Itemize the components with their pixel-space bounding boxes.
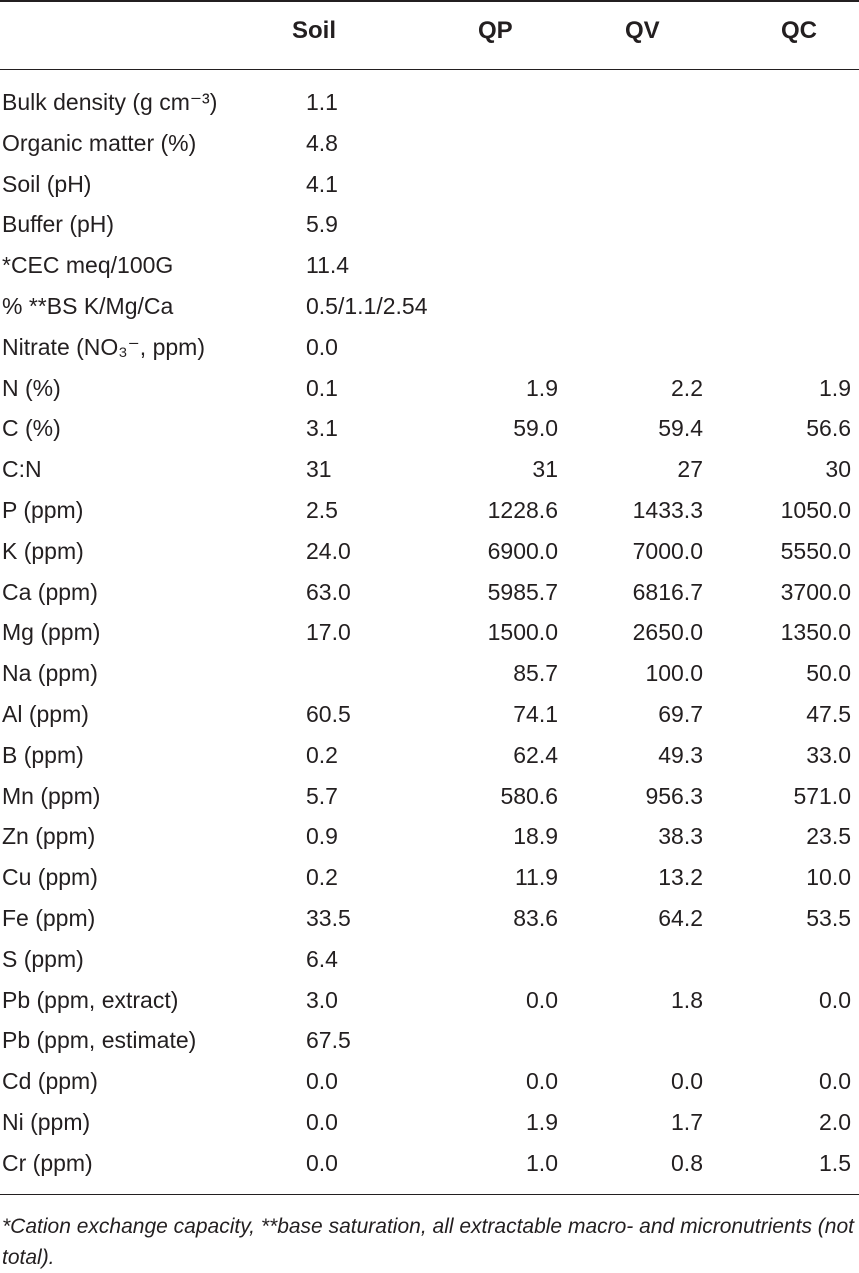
- cell-soil: 11.4: [306, 252, 350, 279]
- row-label: N (%): [2, 374, 61, 401]
- table-row: [0, 575, 859, 616]
- row-label: Zn (ppm): [2, 823, 96, 850]
- cell-qv: 38.3: [658, 823, 703, 850]
- cell-soil: 0.2: [306, 741, 338, 768]
- row-label: Pb (ppm, estimate): [2, 1027, 197, 1054]
- cell-soil: 4.1: [306, 170, 338, 197]
- row-label: Na (ppm): [2, 660, 98, 687]
- row-label: *CEC meq/100G: [2, 252, 174, 279]
- cell-qv: 0.0: [671, 1068, 703, 1095]
- cell-qc: 2.0: [819, 1108, 851, 1135]
- cell-soil: 31: [306, 456, 332, 483]
- cell-soil: 0.2: [306, 864, 338, 891]
- cell-soil: 6.4: [306, 945, 338, 972]
- row-label: Nitrate (NO₃⁻, ppm): [2, 333, 205, 360]
- cell-soil: 0.0: [306, 1068, 338, 1095]
- cell-qc: 56.6: [806, 415, 851, 442]
- table-row: [0, 1105, 859, 1146]
- cell-qv: 59.4: [658, 415, 703, 442]
- cell-qc: 0.0: [819, 986, 851, 1013]
- cell-qc: 33.0: [806, 741, 851, 768]
- cell-qp: 31: [532, 456, 558, 483]
- cell-qp: 11.9: [514, 864, 558, 891]
- cell-soil: 0.0: [306, 333, 338, 360]
- table-row: [0, 860, 859, 901]
- cell-qv: 1.8: [671, 986, 703, 1013]
- row-label: Buffer (pH): [2, 211, 115, 238]
- row-label: Cu (ppm): [2, 864, 98, 891]
- cell-qv: 0.8: [671, 1149, 703, 1176]
- cell-soil: 0.0: [306, 1108, 338, 1135]
- row-label: % **BS K/Mg/Ca: [2, 292, 174, 319]
- cell-qv: 100.0: [645, 660, 703, 687]
- table-row: [0, 1064, 859, 1105]
- cell-soil: 3.0: [306, 986, 338, 1013]
- table-row: [0, 330, 859, 371]
- cell-soil: 0.9: [306, 823, 338, 850]
- column-header-qp: QP: [478, 17, 513, 44]
- cell-qp: 0.0: [526, 986, 558, 1013]
- row-label: Ni (ppm): [2, 1108, 91, 1135]
- cell-qv: 1433.3: [632, 496, 703, 523]
- cell-qc: 53.5: [806, 904, 851, 931]
- row-label: Ca (ppm): [2, 578, 98, 605]
- cell-qc: 0.0: [819, 1068, 851, 1095]
- row-label: P (ppm): [2, 496, 84, 523]
- row-label: C:N: [2, 456, 42, 483]
- cell-qp: 59.0: [513, 415, 558, 442]
- cell-soil: 60.5: [306, 700, 351, 727]
- row-label: Mn (ppm): [2, 782, 101, 809]
- cell-qc: 10.0: [806, 864, 851, 891]
- cell-qp: 85.7: [513, 660, 558, 687]
- column-header-qv: QV: [625, 17, 660, 44]
- cell-qc: 571.0: [793, 782, 851, 809]
- table-row: [0, 411, 859, 452]
- cell-qp: 74.1: [513, 700, 558, 727]
- table-row: [0, 493, 859, 534]
- table-row: [0, 983, 859, 1024]
- cell-qc: 50.0: [806, 660, 851, 687]
- row-label: Fe (ppm): [2, 904, 96, 931]
- cell-qp: 18.9: [513, 823, 558, 850]
- row-label: Soil (pH): [2, 170, 92, 197]
- cell-qp: 5985.7: [487, 578, 558, 605]
- cell-qp: 1.9: [526, 1108, 558, 1135]
- table-bottom-rule: [0, 1194, 859, 1195]
- table-top-rule: [0, 0, 859, 2]
- cell-soil: 5.9: [306, 211, 338, 238]
- cell-qc: 3700.0: [780, 578, 851, 605]
- cell-qp: 62.4: [513, 741, 558, 768]
- table-row: [0, 289, 859, 330]
- row-label: S (ppm): [2, 945, 84, 972]
- cell-soil: 0.0: [306, 1149, 338, 1176]
- table-row: [0, 248, 859, 289]
- table-row: [0, 126, 859, 167]
- cell-qp: 83.6: [513, 904, 558, 931]
- table-row: [0, 697, 859, 738]
- table-row: [0, 452, 859, 493]
- column-header-qc: QC: [781, 17, 817, 44]
- cell-qp: 1.9: [526, 374, 558, 401]
- cell-qv: 64.2: [658, 904, 703, 931]
- cell-qv: 956.3: [645, 782, 703, 809]
- cell-soil: 33.5: [306, 904, 351, 931]
- cell-soil: 1.1: [306, 89, 338, 115]
- cell-qv: 2.2: [671, 374, 703, 401]
- cell-qv: 6816.7: [632, 578, 703, 605]
- cell-qp: 1500.0: [487, 619, 558, 646]
- column-header-soil: Soil: [292, 17, 337, 44]
- table-body: [0, 85, 859, 1187]
- cell-qv: 1.7: [671, 1108, 703, 1135]
- cell-qc: 5550.0: [780, 537, 851, 564]
- cell-qv: 69.7: [658, 700, 703, 727]
- cell-soil: 2.5: [306, 496, 338, 523]
- row-label: B (ppm): [2, 741, 84, 768]
- cell-qv: 7000.0: [632, 537, 703, 564]
- table-row: [0, 942, 859, 983]
- table-row: [0, 85, 859, 126]
- cell-qp: 0.0: [526, 1068, 558, 1095]
- row-label: Mg (ppm): [2, 619, 101, 646]
- cell-soil: 3.1: [306, 415, 338, 442]
- cell-qc: 1.5: [819, 1149, 851, 1176]
- table-row: [0, 1023, 859, 1064]
- cell-soil: 17.0: [306, 619, 351, 646]
- table-row: [0, 167, 859, 208]
- cell-qc: 1050.0: [780, 496, 851, 523]
- cell-soil: 4.8: [306, 129, 338, 156]
- cell-qc: 30: [825, 456, 851, 483]
- table-row: [0, 738, 859, 779]
- cell-qp: 1.0: [526, 1149, 558, 1176]
- cell-qp: 580.6: [500, 782, 558, 809]
- table-footnote: *Cation exchange capacity, **base saturation, all extractable macro- and micronutrients (not total).: [2, 1215, 854, 1269]
- table-row: [0, 615, 859, 656]
- row-label: K (ppm): [2, 537, 84, 564]
- table-row: [0, 901, 859, 942]
- table-row: [0, 656, 859, 697]
- row-label: Cd (ppm): [2, 1068, 98, 1095]
- table-row: [0, 779, 859, 820]
- cell-qc: 47.5: [806, 700, 851, 727]
- row-label: Pb (ppm, extract): [2, 986, 179, 1013]
- cell-qv: 2650.0: [632, 619, 703, 646]
- cell-soil: 67.5: [306, 1027, 351, 1054]
- header-rule: [0, 69, 859, 70]
- cell-qc: 23.5: [806, 823, 851, 850]
- table-row: [0, 207, 859, 248]
- row-label: C (%): [2, 415, 61, 442]
- cell-qv: 27: [677, 456, 703, 483]
- cell-soil: 24.0: [306, 537, 351, 564]
- cell-qc: 1.9: [819, 374, 851, 401]
- row-label: Al (ppm): [2, 700, 89, 727]
- cell-qp: 6900.0: [487, 537, 558, 564]
- cell-soil: 5.7: [306, 782, 338, 809]
- cell-qp: 1228.6: [487, 496, 558, 523]
- row-label: Organic matter (%): [2, 129, 197, 156]
- table-row: [0, 819, 859, 860]
- cell-qv: 49.3: [658, 741, 703, 768]
- table-row: [0, 534, 859, 575]
- cell-qc: 1350.0: [780, 619, 851, 646]
- cell-qv: 13.2: [658, 864, 703, 891]
- cell-soil: 63.0: [306, 578, 351, 605]
- table-row: [0, 1146, 859, 1187]
- cell-soil: 0.5/1.1/2.54: [306, 292, 428, 319]
- row-label: Cr (ppm): [2, 1149, 93, 1176]
- cell-soil: 0.1: [306, 374, 338, 401]
- row-label: Bulk density (g cm⁻³): [2, 89, 218, 115]
- table-row: [0, 371, 859, 412]
